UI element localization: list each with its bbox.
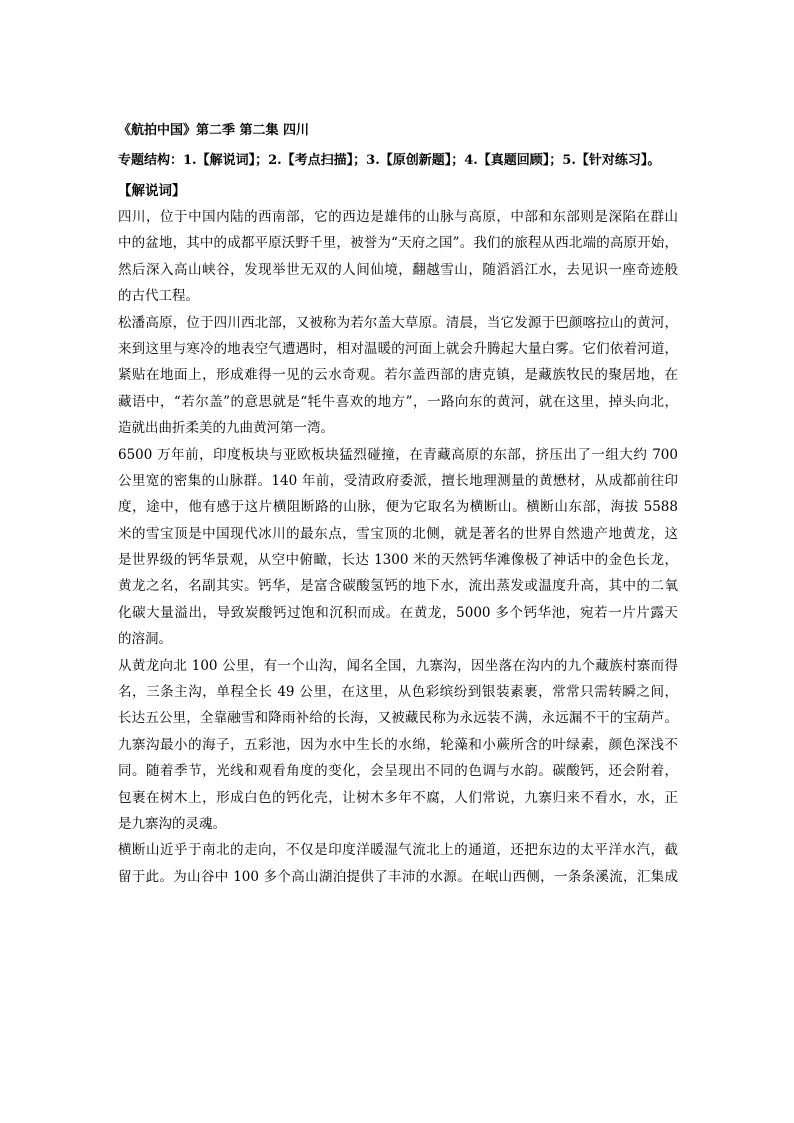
paragraph-line: 四川，位于中国内陆的西南部，它的西边是雄伟的山脉与高原，中部和东部则是深陷在群山	[118, 209, 678, 225]
paragraph	[118, 310, 678, 442]
paragraph-line: 从黄龙向北 100 公里，有一个山沟，闻名全国，九寨沟，因坐落在沟内的九个藏族村寨而得	[118, 657, 678, 674]
paragraph-line: 是九寨沟的灵魂。	[118, 815, 226, 832]
topic-structure: 专题结构：1.【解说词】；2.【考点扫描】；3.【原创新题】；4.【真题回顾】；5.【针对练习】。	[118, 153, 661, 168]
paragraph-line: 九寨沟最小的海子，五彩池，因为水中生长的水绵，轮藻和小蕨所含的叶绿素，颜色深浅不	[118, 736, 678, 753]
paragraph-line: 黄龙之名，名副其实。钙华，是富含碳酸氢钙的地下水，流出蒸发或温度升高，其中的二氧	[118, 578, 678, 595]
paragraph-line: 然后深入高山峡谷，发现举世无双的人间仙境，翻越雪山，随滔滔江水，去见识一座奇迹般	[118, 261, 678, 278]
paragraph-line: 紧贴在地面上，形成难得一见的云水奇观。若尔盖西部的唐克镇，是藏族牧民的聚居地，在	[118, 367, 678, 384]
document-title: 《航拍中国》第二季 第二集 四川	[118, 123, 310, 138]
paragraph-line: 造就出曲折柔美的九曲黄河第一湾。	[118, 420, 334, 437]
paragraph	[118, 204, 678, 310]
paragraph-line: 包裹在树木上，形成白色的钙化壳，让树木多年不腐，人们常说，九寨归来不看水，水，正	[118, 789, 678, 806]
paragraph-line: 横断山近乎于南北的走向，不仅是印度洋暖湿气流北上的通道，还把东边的太平洋水汽，截	[118, 842, 678, 859]
paragraph-line: 同。随着季节，光线和观看角度的变化，会呈现出不同的色调与水韵。碳酸钙，还会附着，	[118, 763, 678, 780]
paragraph-line: 化碳大量溢出，导致炭酸钙过饱和沉积而成。在黄龙，5000 多个钙华池，宛若一片片露天	[118, 604, 678, 621]
document-page	[118, 118, 678, 890]
section-heading: 【解说词】	[118, 183, 186, 199]
paragraph-line: 松潘高原，位于四川西北部，又被称为若尔盖大草原。清晨，当它发源于巴颜喀拉山的黄河，	[118, 314, 678, 331]
paragraph-line: 是世界级的钙华景观，从空中俯瞰，长达 1300 米的天然钙华滩像极了神话中的金色长龙，	[118, 552, 678, 569]
paragraph-line: 中的盆地，其中的成都平原沃野千里，被誉为“天府之国”。我们的旅程从西北端的高原开始，	[118, 235, 678, 252]
paragraph	[118, 442, 678, 653]
paragraph-line: 的溶洞。	[118, 631, 172, 648]
paragraph-line: 留于此。为山谷中 100 多个高山湖泊提供了丰沛的水源。在岷山西侧，一条条溪流，汇集成	[118, 868, 678, 885]
paragraph-line: 长达五公里，全靠融雪和降雨补给的长海，又被藏民称为永远装不满，永远漏不干的宝葫芦。	[118, 710, 678, 727]
paragraph	[118, 653, 678, 838]
paragraph-line: 公里宽的密集的山脉群。140 年前，受清政府委派，擅长地理测量的黄懋材，从成都前往印	[118, 472, 678, 489]
paragraph	[118, 837, 678, 890]
paragraph-line: 6500 万年前，印度板块与亚欧板块猛烈碰撞，在青藏高原的东部，挤压出了一组大约 700	[118, 446, 678, 463]
body-text	[118, 204, 678, 890]
paragraph-line: 度，途中，他有感于这片横阻断路的山脉，便为它取名为横断山。横断山东部，海拔 5588	[118, 499, 678, 516]
paragraph-line: 藏语中，“若尔盖”的意思就是“牦牛喜欢的地方”，一路向东的黄河，就在这里，掉头向北，	[118, 393, 678, 410]
paragraph-line: 名，三条主沟，单程全长 49 公里，在这里，从色彩缤纷到银装素裹，常常只需转瞬之间，	[118, 684, 678, 701]
paragraph-line: 米的雪宝顶是中国现代冰川的最东点，雪宝顶的北侧，就是著名的世界自然遗产地黄龙，这	[118, 525, 678, 542]
paragraph-line: 来到这里与寒冷的地表空气遭遇时，相对温暖的河面上就会升腾起大量白雾。它们依着河道，	[118, 340, 678, 357]
paragraph-line: 的古代工程。	[118, 288, 199, 305]
